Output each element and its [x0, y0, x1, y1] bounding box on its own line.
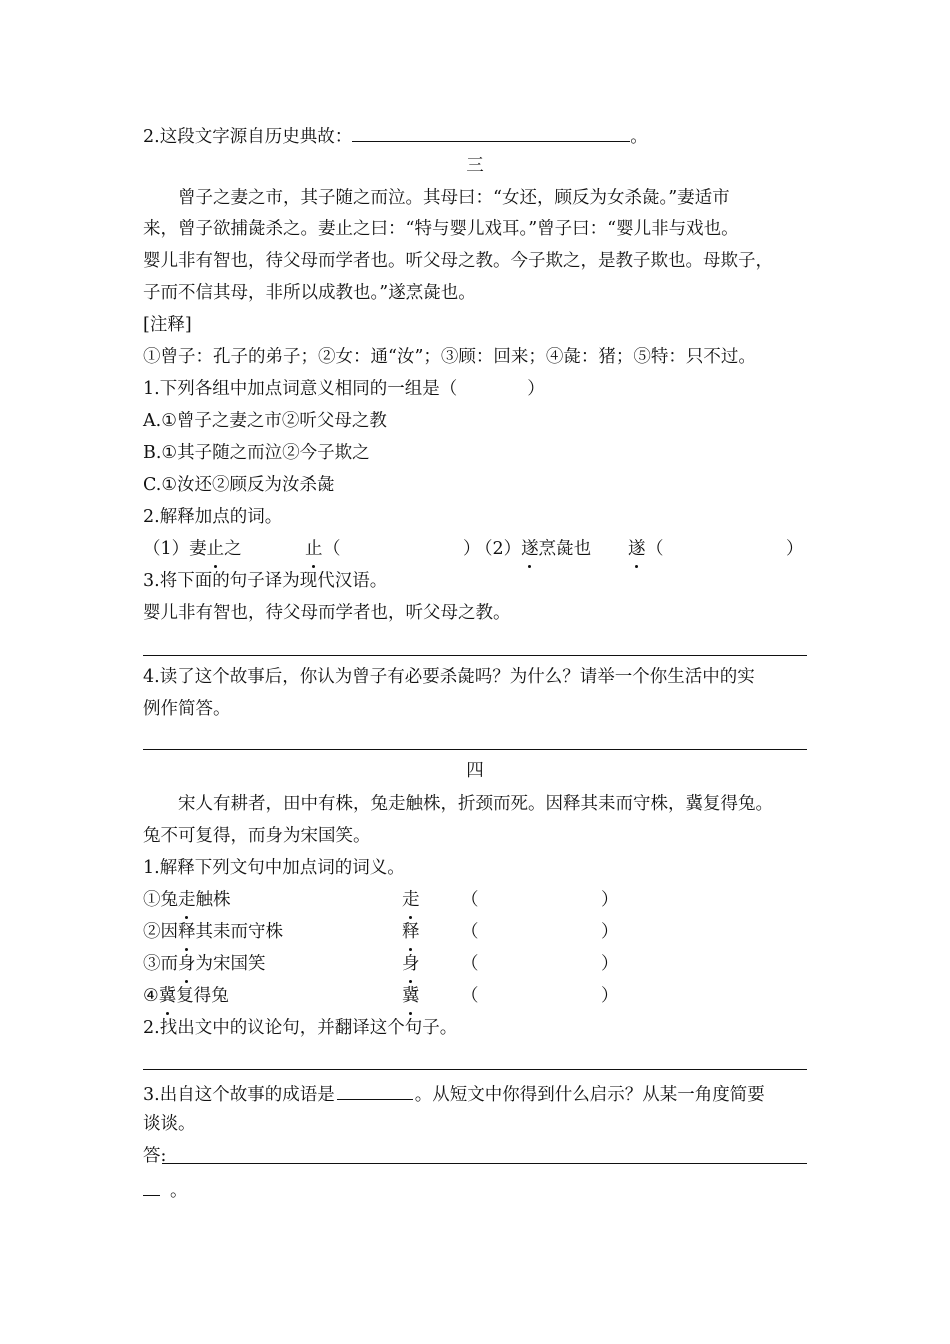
answer-paren-open[interactable]: （: [461, 922, 479, 942]
answer-paren-close[interactable]: ）: [601, 922, 619, 942]
s3-q2-word-1: 止: [305, 536, 323, 562]
s3-q3-sentence: 婴儿非有智也，待父母而学者也，听父母之教。: [143, 603, 511, 623]
question-source-allusion: [143, 121, 648, 150]
s4-q1-word: 释: [402, 919, 420, 945]
s3-q1-option-a[interactable]: A.①曾子之妻之市②听父母之教: [143, 411, 387, 431]
dotted-char: 止: [207, 536, 225, 562]
s3-q2-item-2: （2）遂烹彘也: [475, 536, 591, 562]
s4-q1-item-1: ①兔走触株 走 （ ）: [143, 887, 807, 913]
s3-question-4-line-2: 例作简答。: [143, 699, 231, 719]
answer-blank[interactable]: [143, 1175, 160, 1196]
s3-question-2: 2.解释加点的词。: [143, 507, 283, 527]
answer-paren-close[interactable]: ）: [601, 954, 619, 974]
section-title-4: 四: [466, 761, 484, 781]
dotted-char: 走: [178, 887, 196, 913]
notes-text: ①曾子：孔子的弟子；②女：通“汝”；③顾：回来；④彘：猪；⑤特：只不过。: [143, 347, 756, 367]
s4-q1-word: 身: [402, 951, 420, 977]
question-text: 2.这段文字源自历史典故：: [143, 127, 353, 147]
answer-line[interactable]: [143, 655, 807, 656]
s4-q1-word: 冀: [402, 983, 420, 1009]
answer-line[interactable]: [143, 749, 807, 750]
s4-q1-item-2: ②因释其耒而守株 释 （ ）: [143, 919, 807, 945]
s4-q1-word: 走: [402, 887, 420, 913]
idiom-blank[interactable]: [337, 1079, 413, 1100]
question-end: 。: [630, 127, 648, 147]
answer-paren-open[interactable]: （: [461, 954, 479, 974]
dotted-char: 遂: [521, 536, 539, 562]
passage-3-line-2: 来，曾子欲捕彘杀之。妻止之曰：“特与婴儿戏耳。”曾子曰：“婴儿非与戏也。: [143, 219, 739, 239]
answer-blank[interactable]: [352, 121, 630, 142]
s3-question-4-line-1: 4.读了这个故事后，你认为曾子有必要杀彘吗？为什么？请举一个你生活中的实: [143, 667, 755, 687]
s3-q2-item-1: （1）妻止之: [143, 536, 242, 562]
s3-q2-word-2: 遂: [628, 536, 646, 562]
section-title-3: 三: [466, 156, 484, 176]
s3-q2-answer-paren-1[interactable]: （ ）: [323, 539, 481, 559]
answer-paren-open[interactable]: （: [461, 986, 479, 1006]
s4-q1-item-4: ④冀复得兔 冀 （ ）: [143, 983, 807, 1009]
answer-paren-close[interactable]: ）: [601, 890, 619, 910]
answer-line-end: 。: [143, 1175, 188, 1204]
s3-q2-answer-paren-2[interactable]: （ ）: [646, 539, 804, 559]
s4-question-1: 1.解释下列文句中加点词的词义。: [143, 858, 405, 878]
answer-paren-close[interactable]: ）: [601, 986, 619, 1006]
notes-label: [注释]: [143, 315, 192, 335]
s4-question-2: 2.找出文中的议论句，并翻译这个句子。: [143, 1018, 458, 1038]
s4-q1-item-3: ③而身为宋国笑 身 （ ）: [143, 951, 807, 977]
passage-3-line-4: 子而不信其母，非所以成教也。”遂烹彘也。: [143, 283, 476, 303]
s3-q1-option-c[interactable]: C.①汝还②顾反为汝杀彘: [143, 475, 335, 495]
s3-question-3: 3.将下面的句子译为现代汉语。: [143, 571, 388, 591]
s3-question-1: 1.下列各组中加点词意义相同的一组是（ ）: [143, 379, 545, 399]
answer-line[interactable]: [162, 1163, 807, 1164]
passage-3-line-3: 婴儿非有智也，待父母而学者也。听父母之教。今子欺之，是教子欺也。母欺子，: [143, 251, 773, 271]
passage-4-line-1: 宋人有耕者，田中有株，兔走触株，折颈而死。因释其耒而守株，冀复得兔。: [178, 794, 773, 814]
s3-q1-option-b[interactable]: B.①其子随之而泣②今子欺之: [143, 443, 370, 463]
s4-question-3-line-1: 3.出自这个故事的成语是 。从短文中你得到什么启示？从某一角度简要: [143, 1079, 765, 1108]
answer-paren-open[interactable]: （: [461, 890, 479, 910]
passage-3-line-1: 曾子之妻之市，其子随之而泣。其母曰：“女还，顾反为女杀彘。”妻适市: [178, 188, 730, 208]
answer-label: 答:: [143, 1146, 167, 1166]
dotted-char: 冀: [159, 983, 177, 1009]
passage-4-line-2: 兔不可复得，而身为宋国笑。: [143, 826, 371, 846]
answer-line[interactable]: [143, 1069, 807, 1070]
s4-question-3-line-2: 谈谈。: [143, 1114, 196, 1134]
dotted-char: 释: [178, 919, 196, 945]
dotted-char: 身: [178, 951, 196, 977]
s3-q2-items: [143, 536, 807, 562]
